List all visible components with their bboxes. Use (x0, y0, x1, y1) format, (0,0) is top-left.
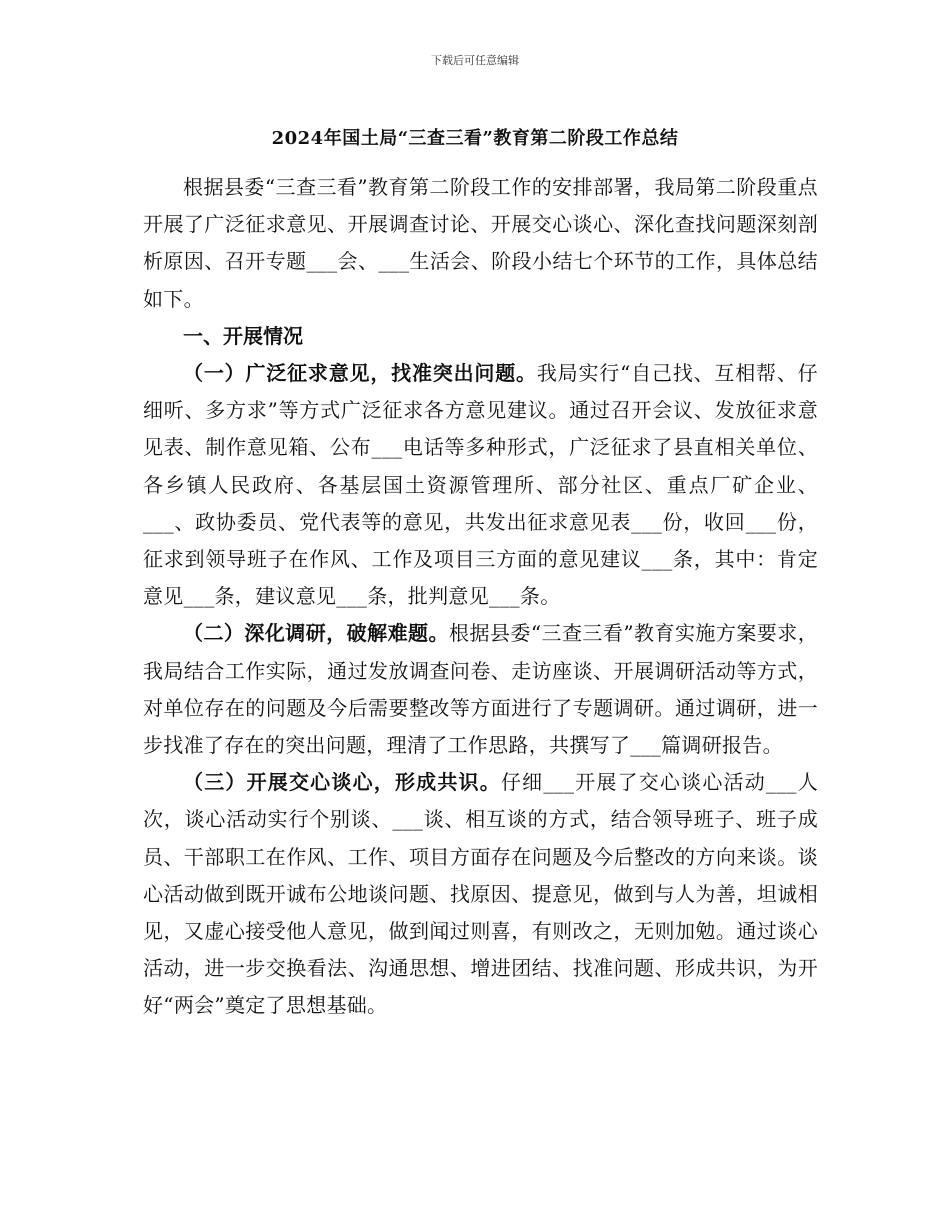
item-paragraph-1 (143, 355, 818, 615)
item-body: 我局实行“自己找、互相帮、仔细听、多方求”等方式广泛征求各方意见建议。通过召开会议、发放征求意见表、制作意见箱、公布___电话等多种形式，广泛征求了县直相关单位、各乡镇人民政府、各基层国土资源管理所、部分社区、重点厂矿企业、___、政协委员、党代表等的意见，共发出征求意见表___份，收回___份，征求到领导班子在作风、工作及项目三方面的意见建议___条，其中：肯定意见___条，建议意见___条，批判意见___条。 (143, 361, 818, 609)
item-paragraph-3 (143, 764, 818, 1024)
item-paragraph-2 (143, 615, 818, 764)
item-lead: （一）广泛征求意见，找准突出问题。 (183, 361, 537, 386)
item-body: 根据县委“三查三看”教育实施方案要求，我局结合工作实际，通过发放调查问卷、走访座谈、开展调研活动等方式，对单位存在的问题及今后需要整改等方面进行了专题调研。通过调研，进一步找准了存在的突出问题，理清了工作思路，共撰写了___篇调研报告。 (143, 621, 819, 758)
document-body (143, 169, 818, 1025)
section-heading: 一、开展情况 (183, 323, 303, 348)
document-title: 2024年国土局“三查三看”教育第二阶段工作总结 (271, 128, 679, 149)
item-body: 仔细___开展了交心谈心活动___人次，谈心活动实行个别谈、___谈、相互谈的方式，结合领导班子、班子成员、干部职工在作风、工作、项目方面存在问题及今后整改的方向来谈。谈心活动做到既开诚布公地谈问题、找原因、提意见，做到与人为善，坦诚相见，又虚心接受他人意见，做到闻过则喜，有则改之，无则加勉。通过谈心活动，进一步交换看法、沟通思想、增进团结、找准问题、形成共识，为开好“两会”奠定了思想基础。 (143, 770, 819, 1018)
page-header-note: 下载后可任意编辑 (431, 54, 519, 67)
item-lead: （二）深化调研，破解难题。 (183, 621, 449, 646)
item-lead: （三）开展交心谈心，形成共识。 (183, 770, 501, 795)
intro-paragraph: 根据县委“三查三看”教育第二阶段工作的安排部署，我局第二阶段重点开展了广泛征求意见、开展调查讨论、开展交心谈心、深化查找问题深刻剖析原因、召开专题___会、___生活会、阶段小结七个环节的工作，具体总结如下。 (143, 175, 818, 311)
